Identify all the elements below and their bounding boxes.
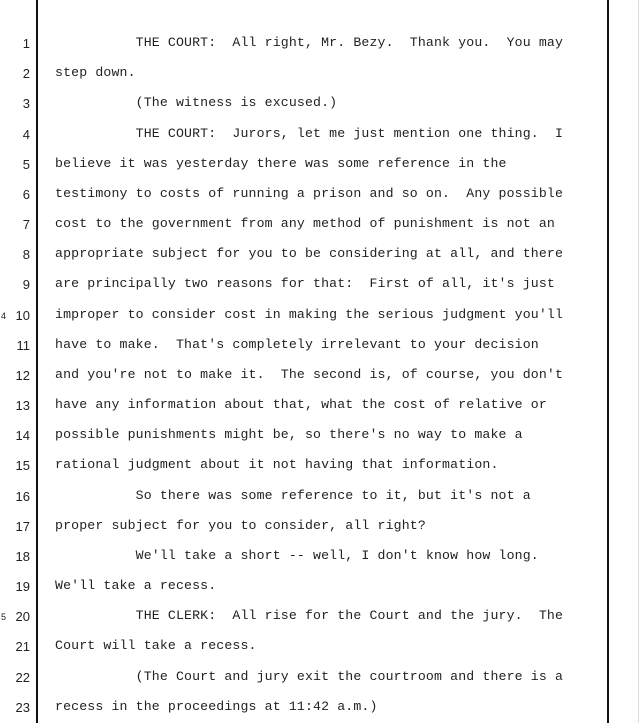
line-text: improper to consider cost in making the serious judgment you'll [55,307,564,322]
margin-page-marker: 4 [1,311,7,321]
transcript-line [0,32,640,62]
transcript-line [0,545,640,575]
line-text: have any information about that, what the cost of relative or [55,397,547,412]
transcript-line [0,304,640,334]
line-text: rational judgment about it not having that information. [55,457,499,472]
transcript-line [0,666,640,696]
line-number: 16 [15,489,30,504]
line-text: and you're not to make it. The second is, of course, you don't [55,367,564,382]
line-number: 17 [15,519,30,534]
line-text: are principally two reasons for that: First of all, it's just [55,276,555,291]
transcript-line [0,123,640,153]
line-text: appropriate subject for you to be considering at all, and there [55,246,564,261]
line-text: THE COURT: All right, Mr. Bezy. Thank you. You may [55,35,564,50]
line-text: We'll take a short -- well, I don't know how long. [55,548,539,563]
transcript-line [0,635,640,665]
line-text: THE COURT: Jurors, let me just mention one thing. I [55,126,564,141]
transcript-line [0,605,640,635]
line-text: possible punishments might be, so there's no way to make a [55,427,523,442]
line-number: 15 [15,458,30,473]
line-number: 23 [15,700,30,715]
line-text: testimony to costs of running a prison and so on. Any possible [55,186,564,201]
line-text: Court will take a recess. [55,638,257,653]
transcript-line [0,394,640,424]
line-number: 2 [22,66,30,81]
line-number: 10 [15,308,30,323]
transcript-line [0,153,640,183]
line-number: 20 [15,609,30,624]
line-number: 9 [22,277,30,292]
line-number: 8 [22,247,30,262]
line-text: (The Court and jury exit the courtroom and there is a [55,669,564,684]
line-number: 12 [15,368,30,383]
transcript-line [0,92,640,122]
line-number: 3 [22,96,30,111]
line-number: 19 [15,579,30,594]
margin-page-marker: 5 [1,612,7,622]
transcript-line [0,243,640,273]
line-number: 5 [22,157,30,172]
line-text: (The witness is excused.) [55,95,338,110]
line-number: 22 [15,670,30,685]
line-text: THE CLERK: All rise for the Court and the jury. The [55,608,564,623]
transcript-line [0,575,640,605]
line-text: believe it was yesterday there was some reference in the [55,156,507,171]
line-text: proper subject for you to consider, all right? [55,518,426,533]
transcript-line [0,183,640,213]
line-text: recess in the proceedings at 11:42 a.m.) [55,699,378,714]
line-number: 11 [16,338,30,353]
line-number: 7 [22,217,30,232]
transcript-line [0,364,640,394]
transcript-line [0,273,640,303]
line-number: 18 [15,549,30,564]
transcript-line [0,454,640,484]
line-text: So there was some reference to it, but it's not a [55,488,531,503]
transcript-line [0,515,640,545]
line-number: 21 [15,639,30,654]
transcript-line [0,485,640,515]
line-number: 14 [15,428,30,443]
transcript-line [0,424,640,454]
transcript-line [0,334,640,364]
line-text: have to make. That's completely irrelevant to your decision [55,337,539,352]
transcript-line [0,696,640,726]
transcript-line [0,62,640,92]
line-number: 6 [22,187,30,202]
line-text: cost to the government from any method of punishment is not an [55,216,555,231]
line-text: We'll take a recess. [55,578,217,593]
line-number: 13 [15,398,30,413]
line-number: 1 [22,36,30,51]
line-text: step down. [55,65,136,80]
transcript-line [0,213,640,243]
line-number: 4 [22,127,30,142]
